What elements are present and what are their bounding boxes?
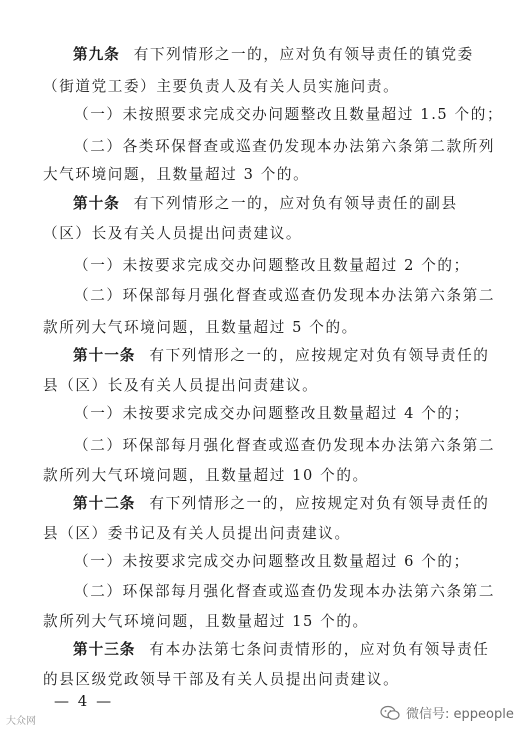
- article-text: 县（区）委书记及有关人员提出问责建议。: [43, 525, 351, 542]
- article-text: （街道党工委）主要负责人及有关人员实施问责。: [43, 78, 400, 95]
- article-12-item-1: [0, 552, 521, 572]
- wechat-id: 微信号: eppeople: [406, 707, 514, 722]
- article-10-item-2-line-1: [0, 286, 521, 306]
- article-10-item-1: [0, 256, 521, 276]
- article-text: 有下列情形之一的，应对负有领导责任的副县: [133, 195, 458, 212]
- article-12-line-1: [0, 494, 521, 514]
- article-9-line-1: [0, 45, 521, 65]
- article-11-line-1: [0, 346, 521, 366]
- article-text: 有下列情形之一的，应按规定对负有领导责任的: [149, 495, 490, 512]
- article-13-line-2: [0, 670, 521, 690]
- item-text: （一）未按照要求完成交办问题整改且数量超过 1.5 个的；: [74, 106, 504, 123]
- item-text: （一）未按要求完成交办问题整改且数量超过 6 个的；: [74, 553, 470, 570]
- watermark-left: 大众网: [6, 716, 36, 727]
- item-text: 款所列大气环境问题，且数量超过 15 个的。: [43, 613, 369, 630]
- article-13-line-1: [0, 640, 521, 660]
- article-label: 第十条: [73, 195, 120, 212]
- article-label: 第九条: [73, 46, 120, 63]
- article-text: 有下列情形之一的，应对负有领导责任的镇党委: [133, 46, 474, 63]
- article-text: 的县区级党政领导干部及有关人员提出问责建议。: [43, 671, 400, 688]
- wechat-icon: [380, 705, 400, 721]
- item-text: （二）环保部每月强化督查或巡查仍发现本办法第六条第二: [74, 437, 496, 454]
- article-12-item-2-line-1: [0, 582, 521, 602]
- article-text: 有下列情形之一的，应按规定对负有领导责任的: [149, 347, 490, 364]
- item-text: （二）环保部每月强化督查或巡查仍发现本办法第六条第二: [74, 583, 496, 600]
- article-9-item-2-line-2: [0, 165, 521, 185]
- article-10-line-2: [0, 224, 521, 244]
- item-text: 款所列大气环境问题，且数量超过 5 个的。: [43, 319, 358, 336]
- article-label: 第十一条: [73, 347, 136, 364]
- article-11-item-1: [0, 404, 521, 424]
- article-10-line-1: [0, 194, 521, 214]
- item-text: 大气环境问题，且数量超过 3 个的。: [43, 166, 310, 183]
- article-label: 第十三条: [73, 641, 136, 658]
- article-12-line-2: [0, 524, 521, 544]
- page-number: — 4 —: [54, 692, 114, 710]
- article-text: 县（区）长及有关人员提出问责建议。: [43, 377, 319, 394]
- article-11-item-2-line-1: [0, 436, 521, 456]
- wechat-watermark: [380, 703, 514, 722]
- article-text: 有本办法第七条问责情形的，应对负有领导责任: [149, 641, 490, 658]
- article-12-item-2-line-2: [0, 612, 521, 632]
- item-text: （二）环保部每月强化督查或巡查仍发现本办法第六条第二: [74, 287, 496, 304]
- article-text: （区）长及有关人员提出问责建议。: [43, 225, 303, 242]
- article-9-line-2: [0, 77, 521, 97]
- article-9-item-2-line-1: [0, 137, 521, 157]
- article-9-item-1: [0, 105, 521, 125]
- article-11-line-2: [0, 376, 521, 396]
- item-text: 款所列大气环境问题，且数量超过 10 个的。: [43, 467, 369, 484]
- article-label: 第十二条: [73, 495, 136, 512]
- item-text: （二）各类环保督查或巡查仍发现本办法第六条第二款所列: [74, 138, 496, 155]
- item-text: （一）未按要求完成交办问题整改且数量超过 4 个的；: [74, 405, 470, 422]
- article-11-item-2-line-2: [0, 466, 521, 486]
- article-10-item-2-line-2: [0, 318, 521, 338]
- item-text: （一）未按要求完成交办问题整改且数量超过 2 个的；: [74, 257, 470, 274]
